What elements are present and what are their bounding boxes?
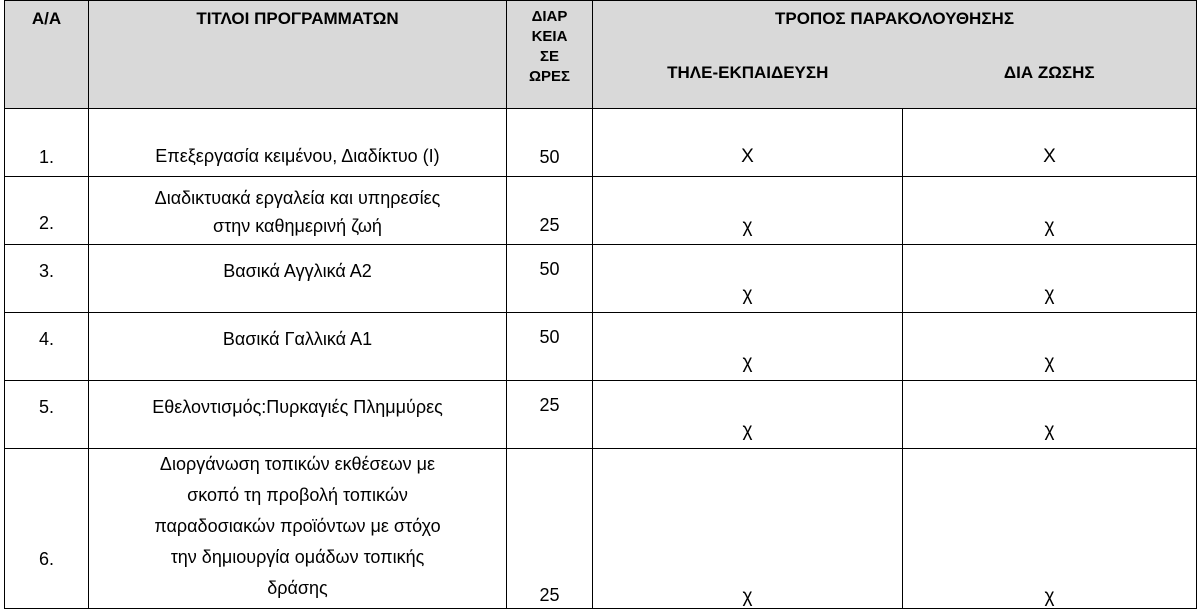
row-title bbox=[89, 177, 507, 245]
header-remote-label: ΤΗΛΕ-ΕΚΠΑΙΔΕΥΣΗ bbox=[667, 63, 829, 83]
table-row bbox=[5, 381, 1197, 449]
row-number: 2. bbox=[5, 177, 89, 245]
header-live bbox=[903, 39, 1197, 109]
row-remote-mark: χ bbox=[593, 245, 903, 313]
row-remote-mark: χ bbox=[593, 313, 903, 381]
row-title-line: Επεξεργασία κειμένου, Διαδίκτυο (Ι) bbox=[155, 146, 440, 166]
header-mode-label: ΤΡΟΠΟΣ ΠΑΡΑΚΟΛΟΥΘΗΣΗΣ bbox=[774, 9, 1015, 28]
header-duration bbox=[507, 1, 593, 109]
header-duration-line: ΚΕΙΑ bbox=[531, 28, 568, 45]
row-number: 5. bbox=[5, 381, 89, 449]
row-title bbox=[89, 381, 507, 449]
header-aa-label: Α/Α bbox=[31, 9, 62, 28]
header-remote bbox=[593, 39, 903, 109]
header-title bbox=[89, 1, 507, 109]
row-hours: 25 bbox=[507, 449, 593, 609]
row-live-mark: χ bbox=[903, 449, 1197, 609]
row-hours: 50 bbox=[507, 109, 593, 177]
row-title bbox=[89, 449, 507, 609]
row-hours: 25 bbox=[507, 177, 593, 245]
row-live-mark: Χ bbox=[903, 109, 1197, 177]
header-title-label: ΤΙΤΛΟΙ ΠΡΟΓΡΑΜΜΑΤΩΝ bbox=[196, 9, 399, 28]
header-duration-line: ΔΙΑΡ bbox=[531, 8, 568, 25]
header-live-label: ΔΙΑ ΖΩΣΗΣ bbox=[1003, 63, 1095, 83]
row-remote-mark: χ bbox=[593, 177, 903, 245]
row-remote-mark: χ bbox=[593, 381, 903, 449]
row-hours: 25 bbox=[507, 381, 593, 449]
header-aa bbox=[5, 1, 89, 109]
row-number: 3. bbox=[5, 245, 89, 313]
table-row bbox=[5, 449, 1197, 609]
row-title-line: Διαδικτυακά εργαλεία και υπηρεσίες bbox=[154, 188, 441, 208]
table-row bbox=[5, 177, 1197, 245]
row-live-mark: χ bbox=[903, 177, 1197, 245]
header-mode bbox=[593, 1, 1197, 39]
row-title-line: την δημιουργία ομάδων τοπικής bbox=[170, 547, 425, 567]
row-title-line: σκοπό τη προβολή τοπικών bbox=[187, 485, 408, 505]
row-title-line: στην καθημερινή ζωή bbox=[213, 216, 382, 236]
row-live-mark: χ bbox=[903, 313, 1197, 381]
row-title-line: Βασικά Αγγλικά Α2 bbox=[223, 261, 372, 281]
row-remote-mark: Χ bbox=[593, 109, 903, 177]
row-title bbox=[89, 109, 507, 177]
row-number: 1. bbox=[5, 109, 89, 177]
header-duration-line: ΩΡΕΣ bbox=[528, 68, 571, 85]
header-duration-line: ΣΕ bbox=[539, 48, 559, 65]
row-hours: 50 bbox=[507, 245, 593, 313]
row-title-line: Βασικά Γαλλικά Α1 bbox=[222, 329, 373, 349]
row-title-line: δράσης bbox=[267, 578, 328, 598]
row-live-mark: χ bbox=[903, 245, 1197, 313]
row-number: 4. bbox=[5, 313, 89, 381]
row-remote-mark: χ bbox=[593, 449, 903, 609]
row-title-line: Διοργάνωση τοπικών εκθέσεων με bbox=[159, 454, 436, 474]
programs-table bbox=[4, 0, 1197, 609]
row-title bbox=[89, 313, 507, 381]
row-hours: 50 bbox=[507, 313, 593, 381]
row-live-mark: χ bbox=[903, 381, 1197, 449]
row-title-line: Εθελοντισμός:Πυρκαγιές Πλημμύρες bbox=[152, 397, 443, 417]
table-row bbox=[5, 313, 1197, 381]
row-title bbox=[89, 245, 507, 313]
row-title-line: παραδοσιακών προϊόντων με στόχο bbox=[154, 516, 441, 536]
table-row bbox=[5, 109, 1197, 177]
table-row bbox=[5, 245, 1197, 313]
row-number: 6. bbox=[5, 449, 89, 609]
